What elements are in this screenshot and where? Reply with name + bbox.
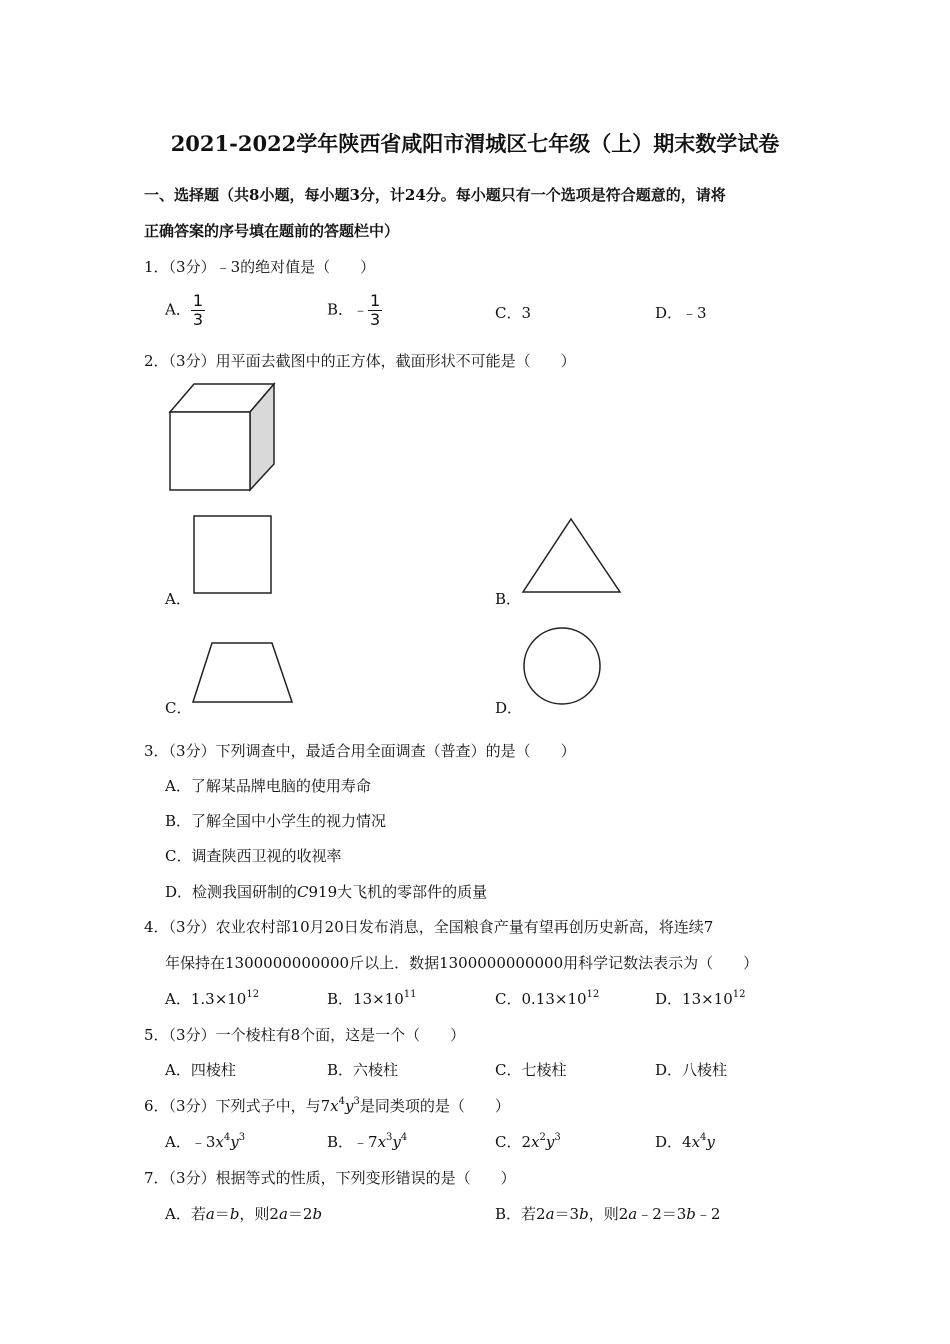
question-1-stem: 1．（3分）﹣3的绝对值是（ ） [144, 258, 376, 276]
triangle-shape [520, 516, 624, 596]
question-1-option-d: D．﹣3 [655, 304, 707, 322]
trapezoid-shape [190, 640, 296, 706]
question-1-option-b [327, 292, 382, 329]
question-6-option-b: B．$﹣7x^3y^4$ [327, 1132, 408, 1151]
question-2-option-b-label: B． [495, 590, 522, 608]
question-5-stem: 5．（3分）一个棱柱有8个面，这是一个（ ） [144, 1026, 466, 1044]
fraction-numerator: 1 [192, 291, 204, 310]
question-2-option-c-label: C． [165, 699, 192, 717]
question-5-option-b: B．六棱柱 [327, 1061, 399, 1079]
fraction-denominator: 3 [370, 310, 381, 329]
question-4-stem-line2: 年保持在1300000000000斤以上．数据1300000000000用科学记数法表示为（ ） [165, 954, 759, 972]
question-6-option-c: C．$2x^2y^3$ [495, 1132, 561, 1151]
cube-front-face [170, 412, 250, 490]
question-3-option-a: A．了解某品牌电脑的使用寿命 [165, 777, 371, 795]
minus-sign: ﹣ [353, 300, 369, 319]
question-1-option-c: C．3 [495, 304, 532, 322]
question-6-stem: 6．（3分）下列式子中，与$7x^4y^3$是同类项的是（ ） [144, 1096, 510, 1115]
question-5-option-c: C．七棱柱 [495, 1061, 567, 1079]
question-1-option-a [165, 292, 205, 329]
page-title: 2021-2022学年陕西省咸阳市渭城区七年级（上）期末数学试卷 [170, 131, 780, 156]
question-3-option-b: B．了解全国中小学生的视力情况 [165, 812, 387, 830]
fraction [191, 292, 205, 329]
question-4-option-d: D．$13\times 10^{12}$ [655, 989, 746, 1008]
square-shape [192, 514, 274, 596]
question-2-option-d-label: D． [495, 699, 523, 717]
question-7-stem: 7．（3分）根据等式的性质，下列变形错误的是（ ） [144, 1169, 516, 1187]
fraction-numerator: 1 [370, 291, 381, 310]
question-3-stem: 3．（3分）下列调查中，最适合用全面调查（普查）的是（ ） [144, 742, 576, 760]
section-heading-line2: 正确答案的序号填在题前的答题栏中） [144, 222, 400, 240]
question-4-option-b: B．$13\times 10^{11}$ [327, 989, 417, 1008]
fraction-denominator: 3 [192, 310, 204, 329]
question-2-stem: 2．（3分）用平面去截图中的正方体，截面形状不可能是（ ） [144, 352, 576, 370]
option-label: A． [165, 300, 191, 319]
question-4-option-c: C．$0.13\times 10^{12}$ [495, 989, 600, 1008]
question-4-stem-line1: 4．（3分）农业农村部10月20日发布消息，全国粮食产量有望再创历史新高，将连续7 [144, 918, 714, 936]
question-3-option-d: D．检测我国研制的C919大飞机的零部件的质量 [165, 883, 488, 901]
question-7-option-b: B．若2a＝3b，则2a﹣2＝3b﹣2 [495, 1205, 721, 1223]
question-6-option-d: D．$4x^4y$ [655, 1132, 715, 1151]
question-5-option-d: D．八棱柱 [655, 1061, 728, 1079]
option-label: B． [327, 300, 354, 319]
section-heading-line1: 一、选择题（共8小题，每小题3分，计24分。每小题只有一个选项是符合题意的，请将 [144, 186, 726, 204]
question-4-option-a: A．$1.3\times 10^{12}$ [165, 989, 260, 1008]
question-3-option-c: C．调查陕西卫视的收视率 [165, 847, 342, 865]
question-6-option-a: A．$﹣3x^4y^3$ [165, 1132, 246, 1151]
question-7-option-a: A．若a＝b，则2a＝2b [165, 1205, 323, 1223]
fraction [368, 292, 382, 329]
circle-shape [520, 624, 604, 708]
question-2-option-a-label: A． [165, 590, 191, 608]
question-5-option-a: A．四棱柱 [165, 1061, 236, 1079]
cube-figure [160, 378, 290, 496]
